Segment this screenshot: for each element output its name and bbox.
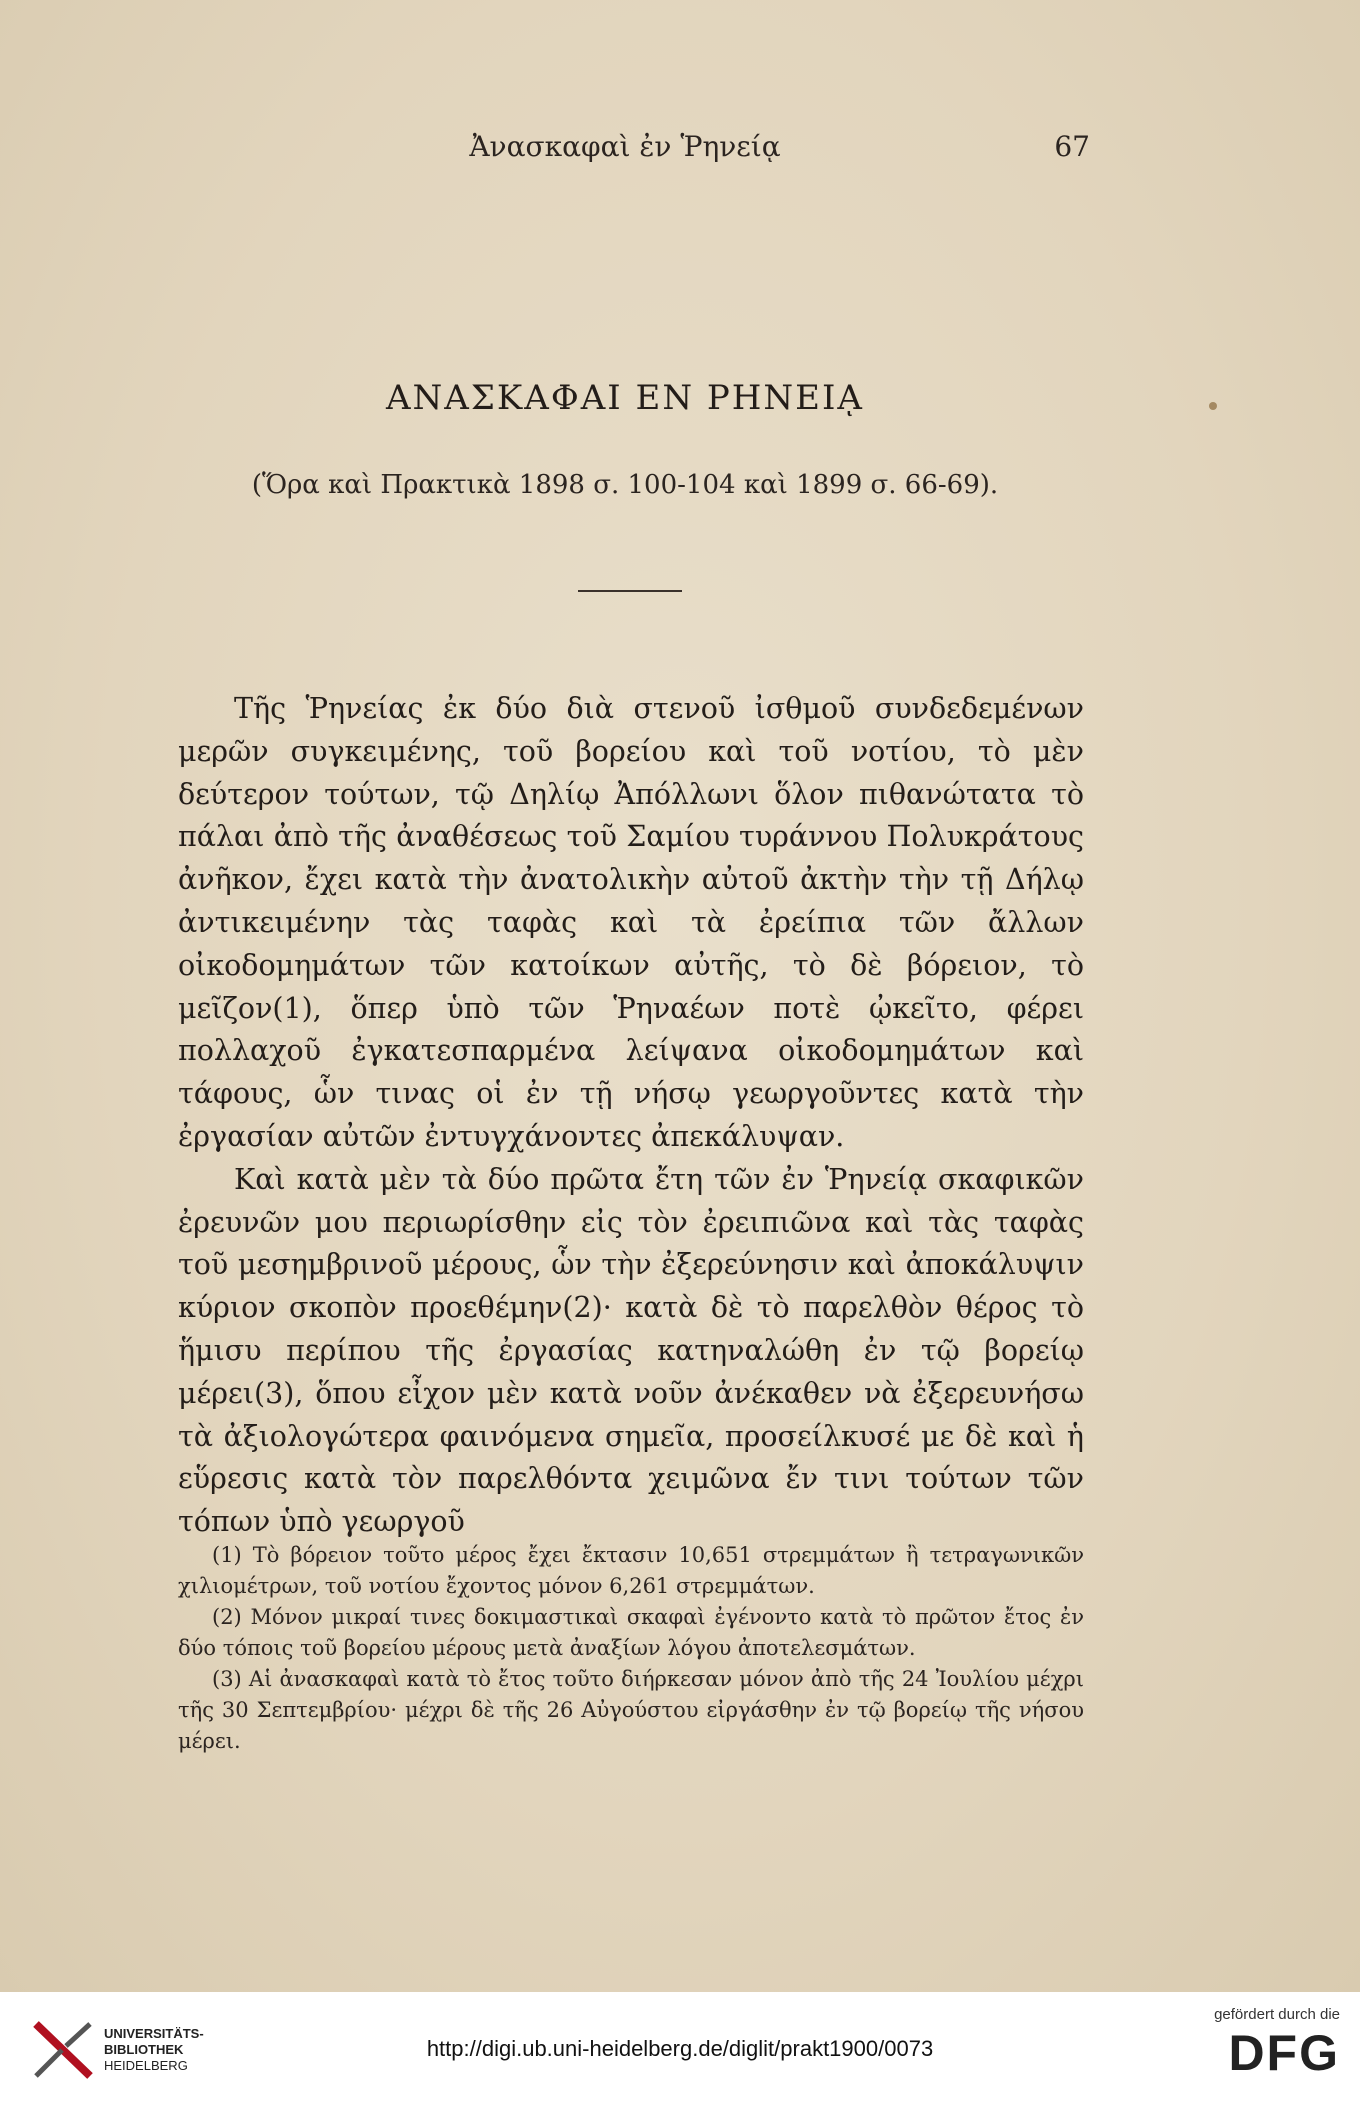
footer-bar — [0, 1992, 1360, 2101]
dfg-logo[interactable] — [1180, 2006, 1340, 2096]
article-subtitle: (Ὅρα καὶ Πρακτικὰ 1898 σ. 100-104 καὶ 1899 σ. 66-69). — [251, 470, 999, 500]
page-number: 67 — [1054, 130, 1090, 163]
paragraph: Τῆς Ῥηνείας ἐκ δύο διὰ στενοῦ ἰσθμοῦ συνδεδεμένων μερῶν συγκειμένης, τοῦ βορείου καὶ τοῦ νοτίου, τὸ μὲν δεύτερον τούτων, τῷ Δηλίῳ Ἀπόλλωνι ὅλον πιθανώτατα τὸ πάλαι ἀπὸ τῆς ἀναθέσεως τοῦ Σαμίου τυράννου Πολυκράτους ἀνῆκον, ἔχει κατὰ τὴν ἀνατολικὴν αὐτοῦ ἀκτὴν τὴν τῇ Δήλῳ ἀντικειμένην τὰς ταφὰς καὶ τὰ ἐρείπια τῶν ἄλλων οἰκοδομημάτων τῶν κατοίκων αὐτῆς, τὸ δὲ βόρειον, τὸ μεῖζον(1), ὅπερ ὑπὸ τῶν Ῥηναέων ποτὲ ᾠκεῖτο, φέρει πολλαχοῦ ἐγκατεσπαρμένα λείψανα οἰκοδομημάτων καὶ τάφους, ὧν τινας οἱ ἐν τῇ νήσῳ γεωργοῦντες κατὰ τὴν ἐργασίαν αὐτῶν ἐντυγχάνοντες ἀπεκάλυψαν. — [178, 692, 1084, 1153]
footnotes — [178, 1540, 1084, 1757]
dfg-caption: gefördert durch die — [1214, 2006, 1340, 2023]
running-title: Ἀνασκαφαὶ ἐν Ῥηνείᾳ — [469, 130, 781, 163]
library-line: BIBLIOTHEK — [104, 2042, 184, 2057]
permalink-url[interactable]: http://digi.ub.uni-heidelberg.de/diglit/prakt1900/0073 — [426, 2036, 934, 2061]
running-head — [160, 130, 1090, 170]
footnote: (3) Αἱ ἀνασκαφαὶ κατὰ τὸ ἔτος τοῦτο διήρκεσαν μόνον ἀπὸ τῆς 24 Ἰουλίου μέχρι τῆς 30 Σεπτεμβρίου· μέχρι δὲ τῆς 26 Αὐγούστου εἰργάσθην ἐν τῷ βορείῳ τῆς νήσου μέρει. — [178, 1667, 1084, 1753]
paragraph: Καὶ κατὰ μὲν τὰ δύο πρῶτα ἔτη τῶν ἐν Ῥηνείᾳ σκαφικῶν ἐρευνῶν μου περιωρίσθην εἰς τὸν ἐρειπιῶνα καὶ τὰς ταφὰς τοῦ μεσημβρινοῦ μέρους, ὧν τὴν ἐξερεύνησιν καὶ ἀποκάλυψιν κύριον σκοπὸν προεθέμην(2)· κατὰ δὲ τὸ παρελθὸν θέρος τὸ ἥμισυ περίπου τῆς ἐργασίας κατηναλώθη ἐν τῷ βορείῳ μέρει(3), ὅπου εἶχον μὲν κατὰ νοῦν ἀνέκαθεν νὰ ἐξερευνήσω τὰ ἀξιολογώτερα φαινόμενα σημεῖα, προσείλκυσέ με δὲ καὶ ἡ εὕρεσις κατὰ τὸν παρελθόντα χειμῶνα ἔν τινι τούτων τῶν τόπων ὑπὸ γεωργοῦ — [178, 1162, 1084, 1539]
paper-stain — [1209, 402, 1217, 410]
library-line: HEIDELBERG — [104, 2058, 188, 2073]
footnote: (1) Τὸ βόρειον τοῦτο μέρος ἔχει ἔκτασιν 10,651 στρεμμάτων ἢ τετραγωνικῶν χιλιομέτρων, τοῦ νοτίου ἔχοντος μόνον 6,261 στρεμμάτων. — [178, 1543, 1084, 1598]
library-line: UNIVERSITÄTS- — [104, 2026, 204, 2041]
footnote: (2) Μόνον μικραί τινες δοκιμαστικαὶ σκαφαὶ ἐγένοντο κατὰ τὸ πρῶτον ἔτος ἐν δύο τόποις τοῦ βορείου μέρους μετὰ ἀναξίων λόγου ἀποτελεσμάτων. — [178, 1605, 1084, 1660]
dfg-wordmark: DFG — [1228, 2025, 1340, 2081]
section-divider — [578, 590, 682, 592]
body-text — [178, 688, 1084, 1544]
article-title: ΑΝΑΣΚΑΦΑΙ ΕΝ ΡΗΝΕΙᾼ — [386, 378, 864, 418]
